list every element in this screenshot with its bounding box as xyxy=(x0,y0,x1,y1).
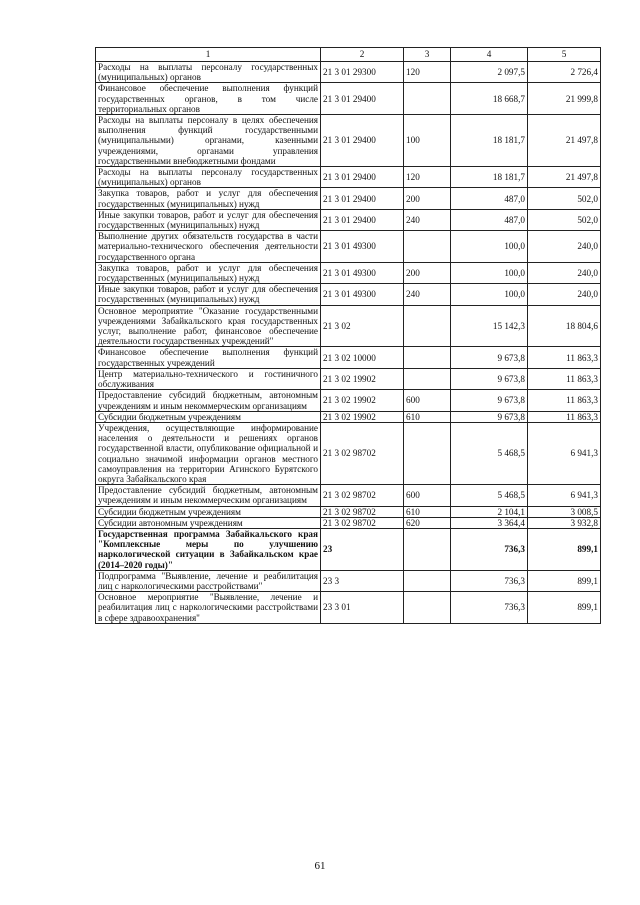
row-code-cell: 21 3 01 29300 xyxy=(321,62,404,83)
table-row xyxy=(96,528,601,570)
row-name-cell: Финансовое обеспечение выполнения функций государственных органов, в том числе территориальных органов xyxy=(96,83,321,115)
row-name-cell: Субсидии автономным учреждениям xyxy=(96,517,321,528)
row-expense-type-cell: 200 xyxy=(404,188,451,209)
row-amount-1-cell: 18 181,7 xyxy=(451,167,528,188)
row-amount-1-cell: 18 181,7 xyxy=(451,115,528,167)
row-amount-2-cell: 502,0 xyxy=(528,209,601,230)
row-expense-type-cell xyxy=(404,592,451,624)
row-code-cell: 21 3 01 29400 xyxy=(321,115,404,167)
row-amount-1-cell: 487,0 xyxy=(451,188,528,209)
row-amount-1-cell: 736,3 xyxy=(451,528,528,570)
row-expense-type-cell: 100 xyxy=(404,115,451,167)
row-amount-1-cell: 3 364,4 xyxy=(451,517,528,528)
row-amount-2-cell: 899,1 xyxy=(528,570,601,591)
row-amount-2-cell: 502,0 xyxy=(528,188,601,209)
row-amount-1-cell: 5 468,5 xyxy=(451,485,528,506)
table-body xyxy=(96,62,601,624)
row-name-cell: Закупка товаров, работ и услуг для обеспечения государственных (муниципальных) нужд xyxy=(96,262,321,283)
table-row xyxy=(96,347,601,368)
table-row xyxy=(96,262,601,283)
row-code-cell: 23 xyxy=(321,528,404,570)
row-amount-1-cell: 100,0 xyxy=(451,284,528,305)
table-row xyxy=(96,517,601,528)
row-amount-2-cell: 899,1 xyxy=(528,592,601,624)
row-expense-type-cell: 240 xyxy=(404,209,451,230)
table-row xyxy=(96,570,601,591)
table-row xyxy=(96,506,601,517)
column-header-amount-1: 4 xyxy=(451,48,528,62)
row-amount-2-cell: 21 999,8 xyxy=(528,83,601,115)
page-number: 61 xyxy=(314,860,326,872)
row-code-cell: 21 3 01 49300 xyxy=(321,231,404,263)
row-amount-2-cell: 6 941,3 xyxy=(528,485,601,506)
row-code-cell: 23 3 xyxy=(321,570,404,591)
row-amount-1-cell: 5 468,5 xyxy=(451,422,528,484)
row-code-cell: 21 3 01 49300 xyxy=(321,262,404,283)
row-code-cell: 21 3 02 98702 xyxy=(321,517,404,528)
table-row xyxy=(96,62,601,83)
column-header-type: 3 xyxy=(404,48,451,62)
row-expense-type-cell: 610 xyxy=(404,411,451,422)
table-row xyxy=(96,411,601,422)
row-amount-2-cell: 240,0 xyxy=(528,231,601,263)
row-amount-2-cell: 3 008,5 xyxy=(528,506,601,517)
row-expense-type-cell: 120 xyxy=(404,62,451,83)
row-name-cell: Центр материально-технического и гостиничного обслуживания xyxy=(96,368,321,389)
row-code-cell: 21 3 02 19902 xyxy=(321,411,404,422)
row-code-cell: 21 3 02 19902 xyxy=(321,368,404,389)
row-amount-2-cell: 6 941,3 xyxy=(528,422,601,484)
row-name-cell: Государственная программа Забайкальского края "Комплексные меры по улучшению наркологической ситуации в Забайкальском крае (2014–2020 годы)" xyxy=(96,528,321,570)
table-row xyxy=(96,422,601,484)
row-expense-type-cell: 610 xyxy=(404,506,451,517)
row-amount-2-cell: 18 804,6 xyxy=(528,305,601,347)
row-amount-1-cell: 9 673,8 xyxy=(451,390,528,411)
row-code-cell: 21 3 02 98702 xyxy=(321,422,404,484)
table-row xyxy=(96,209,601,230)
row-amount-2-cell: 240,0 xyxy=(528,262,601,283)
row-name-cell: Учреждения, осуществляющие информирование населения о деятельности и решениях органов государственной власти, опубликование официальной и социально значимой информации органов местного самоуправления на территории Агинского Бурятского округа Забайкальского края xyxy=(96,422,321,484)
row-code-cell: 21 3 02 98702 xyxy=(321,485,404,506)
row-expense-type-cell xyxy=(404,347,451,368)
row-name-cell: Основное мероприятие "Выявление, лечение и реабилитация лиц с наркологическими расстройствами в сфере здравоохранения" xyxy=(96,592,321,624)
row-name-cell: Выполнение других обязательств государства в части материально-технического обеспечения деятельности государственного органа xyxy=(96,231,321,263)
table-row xyxy=(96,485,601,506)
row-name-cell: Расходы на выплаты персоналу государственных (муниципальных) органов xyxy=(96,62,321,83)
row-amount-1-cell: 9 673,8 xyxy=(451,368,528,389)
row-name-cell: Субсидии бюджетным учреждениям xyxy=(96,411,321,422)
row-expense-type-cell: 200 xyxy=(404,262,451,283)
row-name-cell: Субсидии бюджетным учреждениям xyxy=(96,506,321,517)
row-code-cell: 21 3 01 29400 xyxy=(321,188,404,209)
row-amount-2-cell: 11 863,3 xyxy=(528,411,601,422)
row-amount-1-cell: 15 142,3 xyxy=(451,305,528,347)
column-header-name: 1 xyxy=(96,48,321,62)
row-amount-2-cell: 3 932,8 xyxy=(528,517,601,528)
row-name-cell: Предоставление субсидий бюджетным, автономным учреждениям и иным некоммерческим организациям xyxy=(96,485,321,506)
row-expense-type-cell: 600 xyxy=(404,390,451,411)
table-header-row xyxy=(96,48,601,62)
row-amount-1-cell: 736,3 xyxy=(451,592,528,624)
row-code-cell: 21 3 02 98702 xyxy=(321,506,404,517)
row-amount-2-cell: 11 863,3 xyxy=(528,368,601,389)
table-row xyxy=(96,284,601,305)
row-amount-1-cell: 100,0 xyxy=(451,231,528,263)
column-header-amount-2: 5 xyxy=(528,48,601,62)
row-amount-2-cell: 240,0 xyxy=(528,284,601,305)
row-amount-2-cell: 11 863,3 xyxy=(528,347,601,368)
row-code-cell: 21 3 01 49300 xyxy=(321,284,404,305)
row-name-cell: Предоставление субсидий бюджетным, автономным учреждениям и иным некоммерческим организациям xyxy=(96,390,321,411)
row-code-cell: 21 3 02 19902 xyxy=(321,390,404,411)
row-code-cell: 21 3 02 xyxy=(321,305,404,347)
row-expense-type-cell: 600 xyxy=(404,485,451,506)
row-name-cell: Иные закупки товаров, работ и услуг для обеспечения государственных (муниципальных) нужд xyxy=(96,284,321,305)
row-name-cell: Закупка товаров, работ и услуг для обеспечения государственных (муниципальных) нужд xyxy=(96,188,321,209)
row-amount-1-cell: 18 668,7 xyxy=(451,83,528,115)
row-amount-1-cell: 487,0 xyxy=(451,209,528,230)
row-amount-2-cell: 21 497,8 xyxy=(528,115,601,167)
row-code-cell: 21 3 01 29400 xyxy=(321,167,404,188)
row-expense-type-cell xyxy=(404,368,451,389)
row-code-cell: 21 3 01 29400 xyxy=(321,83,404,115)
row-expense-type-cell xyxy=(404,422,451,484)
row-amount-1-cell: 9 673,8 xyxy=(451,347,528,368)
row-code-cell: 23 3 01 xyxy=(321,592,404,624)
table-row xyxy=(96,305,601,347)
row-name-cell: Расходы на выплаты персоналу государственных (муниципальных) органов xyxy=(96,167,321,188)
row-expense-type-cell xyxy=(404,231,451,263)
row-expense-type-cell: 120 xyxy=(404,167,451,188)
table-row xyxy=(96,231,601,263)
row-name-cell: Основное мероприятие "Оказание государственными учреждениями Забайкальского края государственных услуг, выполнение работ, финансовое обеспечение деятельности государственных учреждений" xyxy=(96,305,321,347)
row-amount-1-cell: 736,3 xyxy=(451,570,528,591)
row-amount-2-cell: 899,1 xyxy=(528,528,601,570)
row-name-cell: Расходы на выплаты персоналу в целях обеспечения выполнения функций государственными (муниципальными) органами, казенными учреждениями, органами управления государственными внебюджетными фондами xyxy=(96,115,321,167)
row-amount-1-cell: 2 097,5 xyxy=(451,62,528,83)
row-amount-1-cell: 100,0 xyxy=(451,262,528,283)
row-expense-type-cell xyxy=(404,305,451,347)
table-row xyxy=(96,115,601,167)
table-row xyxy=(96,83,601,115)
row-amount-1-cell: 9 673,8 xyxy=(451,411,528,422)
column-header-code: 2 xyxy=(321,48,404,62)
row-code-cell: 21 3 01 29400 xyxy=(321,209,404,230)
table-row xyxy=(96,167,601,188)
row-expense-type-cell: 620 xyxy=(404,517,451,528)
row-expense-type-cell xyxy=(404,570,451,591)
table-row xyxy=(96,390,601,411)
row-amount-2-cell: 21 497,8 xyxy=(528,167,601,188)
row-name-cell: Финансовое обеспечение выполнения функций государственных учреждений xyxy=(96,347,321,368)
row-amount-2-cell: 2 726,4 xyxy=(528,62,601,83)
row-name-cell: Иные закупки товаров, работ и услуг для обеспечения государственных (муниципальных) нужд xyxy=(96,209,321,230)
row-amount-1-cell: 2 104,1 xyxy=(451,506,528,517)
table-row xyxy=(96,592,601,624)
row-name-cell: Подпрограмма "Выявление, лечение и реабилитация лиц с наркологическими расстройствами" xyxy=(96,570,321,591)
row-expense-type-cell xyxy=(404,83,451,115)
row-amount-2-cell: 11 863,3 xyxy=(528,390,601,411)
table-row xyxy=(96,368,601,389)
budget-table xyxy=(95,47,601,624)
row-code-cell: 21 3 02 10000 xyxy=(321,347,404,368)
row-expense-type-cell: 240 xyxy=(404,284,451,305)
row-expense-type-cell xyxy=(404,528,451,570)
table-row xyxy=(96,188,601,209)
